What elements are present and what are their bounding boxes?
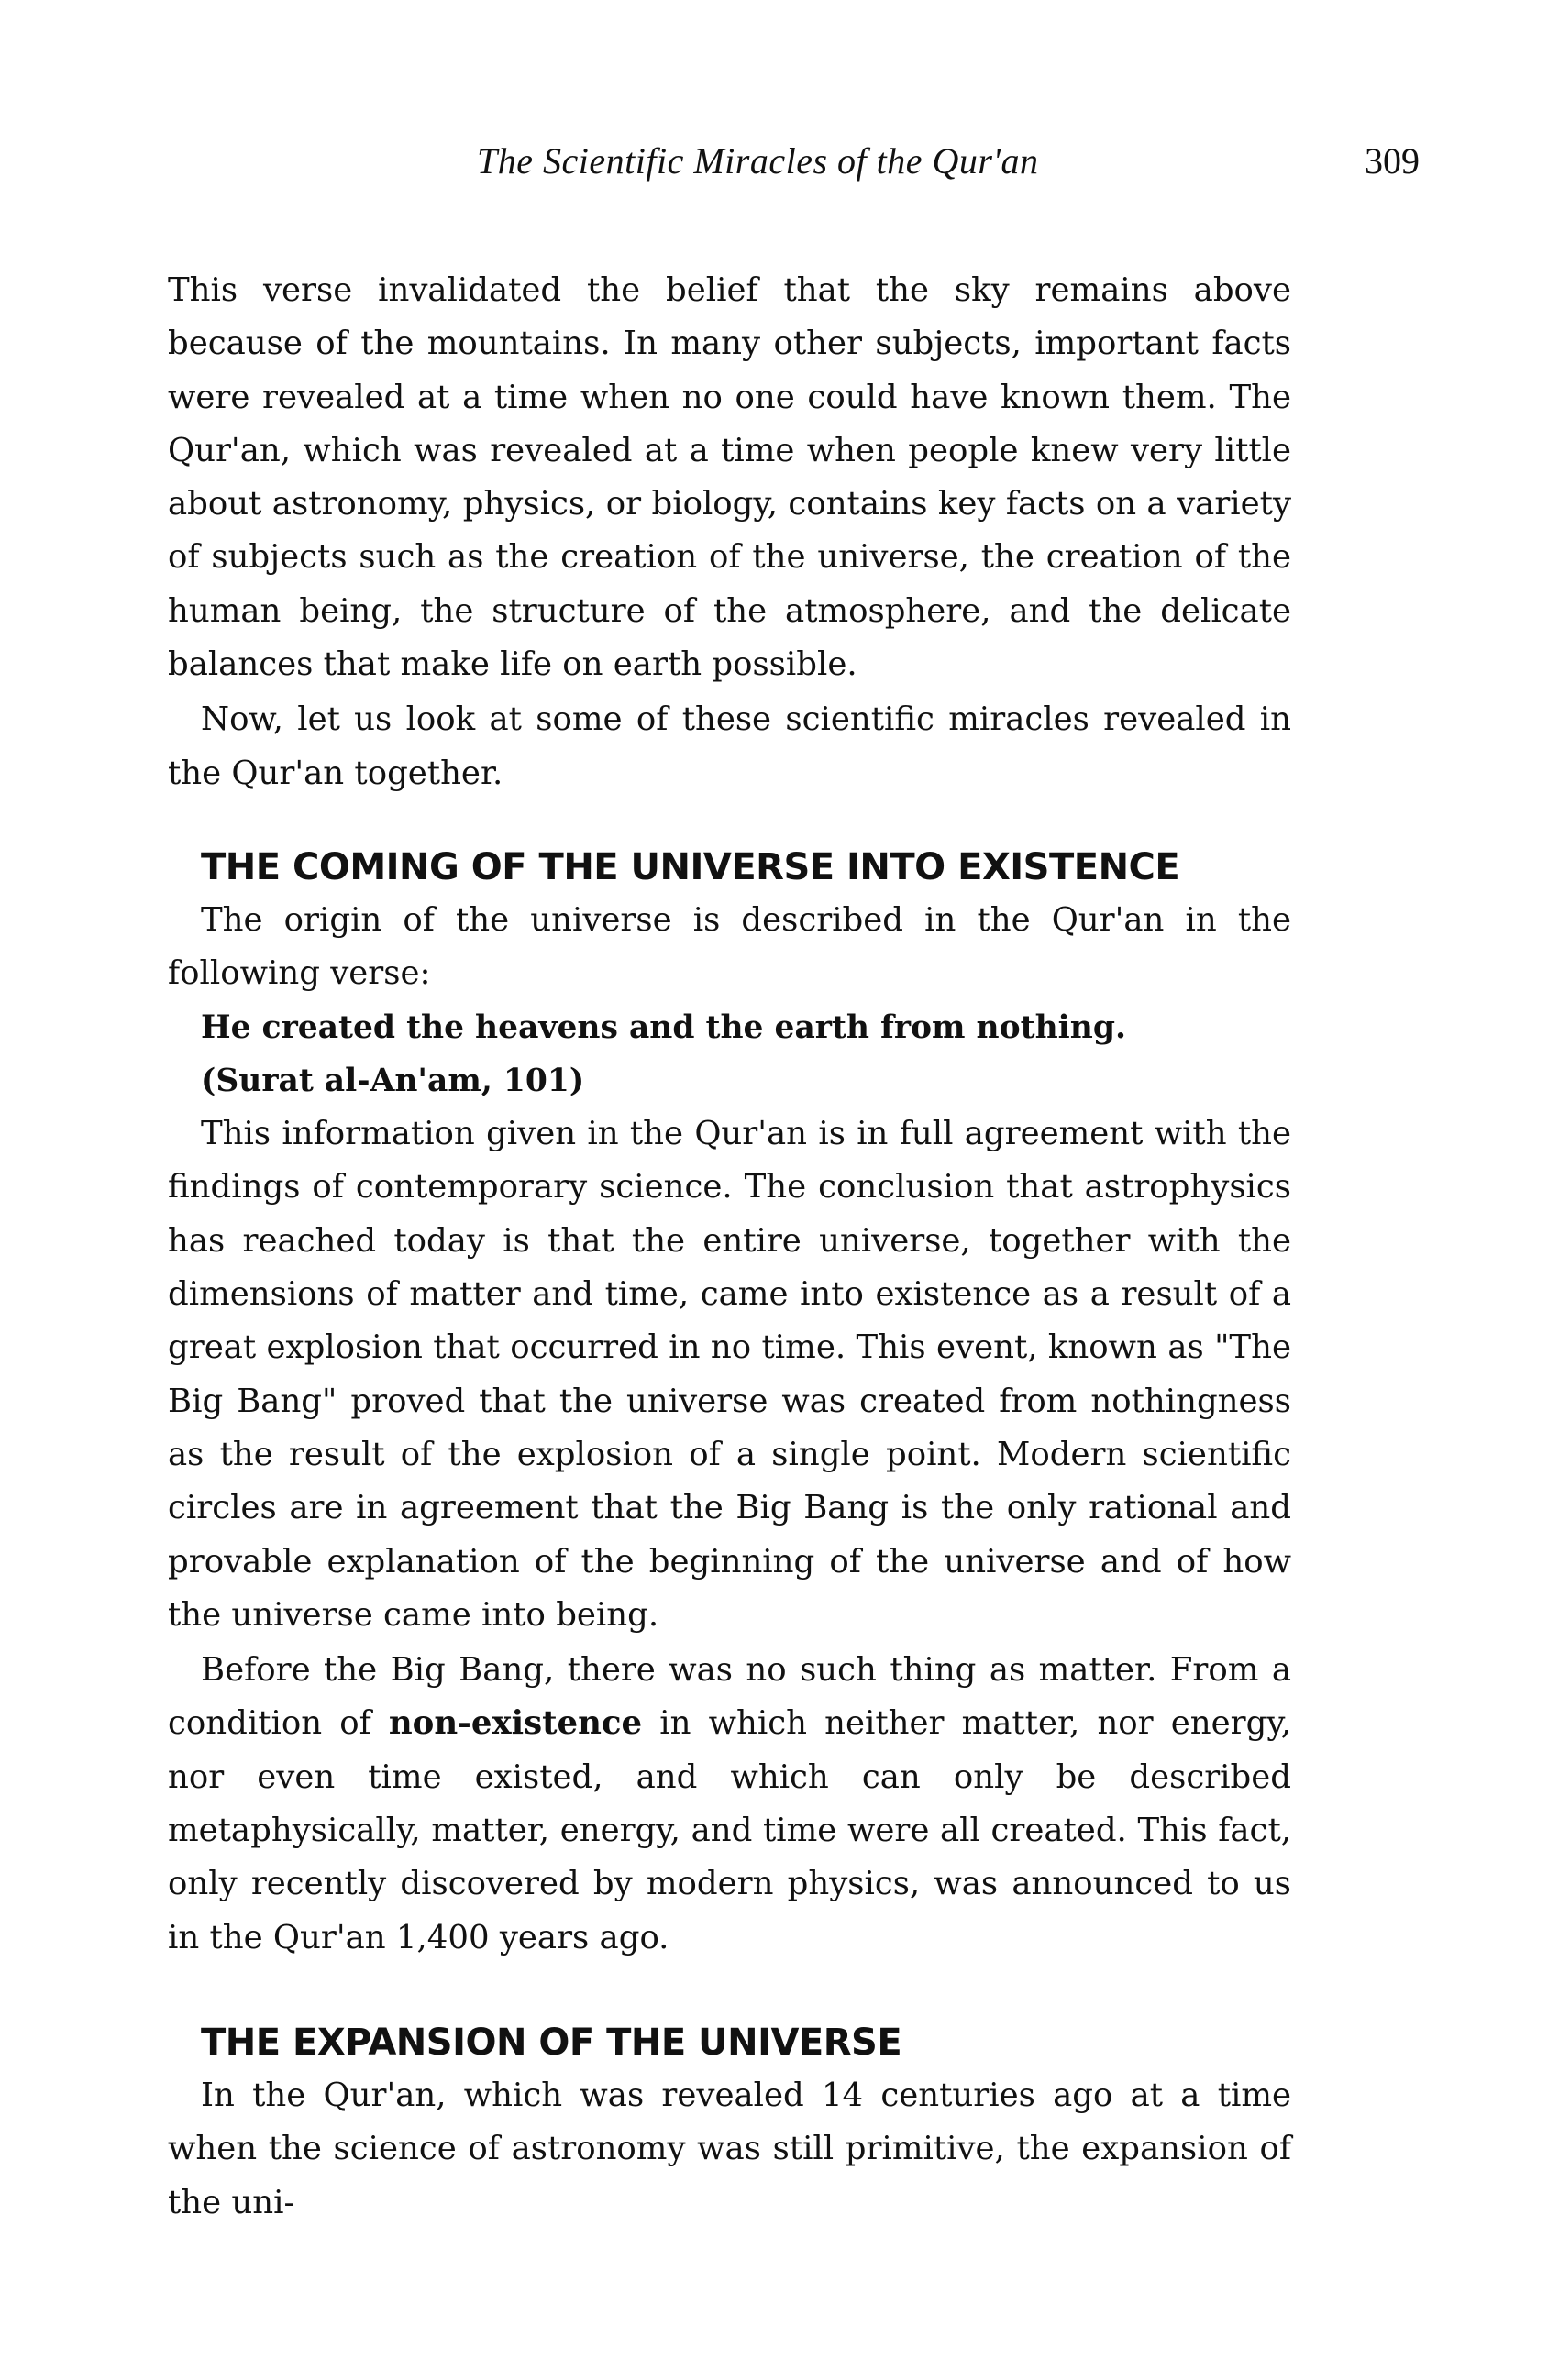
paragraph-before-big-bang-end: in which neither matter, nor energy, nor even time existed, and which can only be described metaphysically, matter, energy, and time were all created. This fact, only recently discovered by modern physics, was announced to us in the Qur'an 1,400 years ago. [168,1704,1291,1956]
emphasis-non-existence: non-existence [388,1704,643,1743]
paragraph-intro-2: Now, let us look at some of these scientific miracles revealed in the Qur'an together. [168,700,1291,792]
verse-reference: (Surat al-An'am, 101) [201,1062,585,1099]
section-heading-coming-into-existence: THE COMING OF THE UNIVERSE INTO EXISTENCE [201,845,1180,888]
paragraph-origin-lead: The origin of the universe is described in the Qur'an in the following verse: [168,900,1291,993]
quran-verse: He created the heavens and the earth from nothing. [201,1008,1126,1046]
running-header [0,139,1559,194]
section-heading-expansion: THE EXPANSION OF THE UNIVERSE [201,2021,902,2064]
paragraph-before-big-bang [168,1644,1291,1965]
paragraph-intro-1: This verse invalidated the belief that the sky remains above because of the mountains. In many other subjects, important facts were revealed at a time when no one could have known them. The Qur'an, which was revealed at a time when people knew very little about astronomy, physics, or biology, contains key facts on a variety of subjects such as the creation of the universe, the creation of the human being, the structure of the atmosphere, and the delicate balances that make life on earth possible. [168,271,1291,684]
body-text [168,264,1291,2230]
paragraph-before-big-bang-start: Before the Big Bang, there was no such thing as matter. From a condition of [168,1651,1291,1743]
page-number: 309 [1365,140,1420,182]
paragraph-expansion: In the Qur'an, which was revealed 14 centuries ago at a time when the science of astronomy was still primitive, the expansion of the uni- [168,2076,1291,2221]
running-title: The Scientific Miracles of the Qur'an [477,140,1039,182]
paragraph-big-bang: This information given in the Qur'an is in full agreement with the findings of contemporary science. The conclusion that astrophysics has reached today is that the entire universe, together with the dimensions of matter and time, came into existence as a result of a great explosion that occurred in no time. This event, known as "The Big Bang" proved that the universe was created from nothingness as the result of the explosion of a single point. Modern scientific circles are in agreement that the Big Bang is the only rational and provable explanation of the beginning of the universe and of how the universe came into being. [168,1115,1291,1634]
